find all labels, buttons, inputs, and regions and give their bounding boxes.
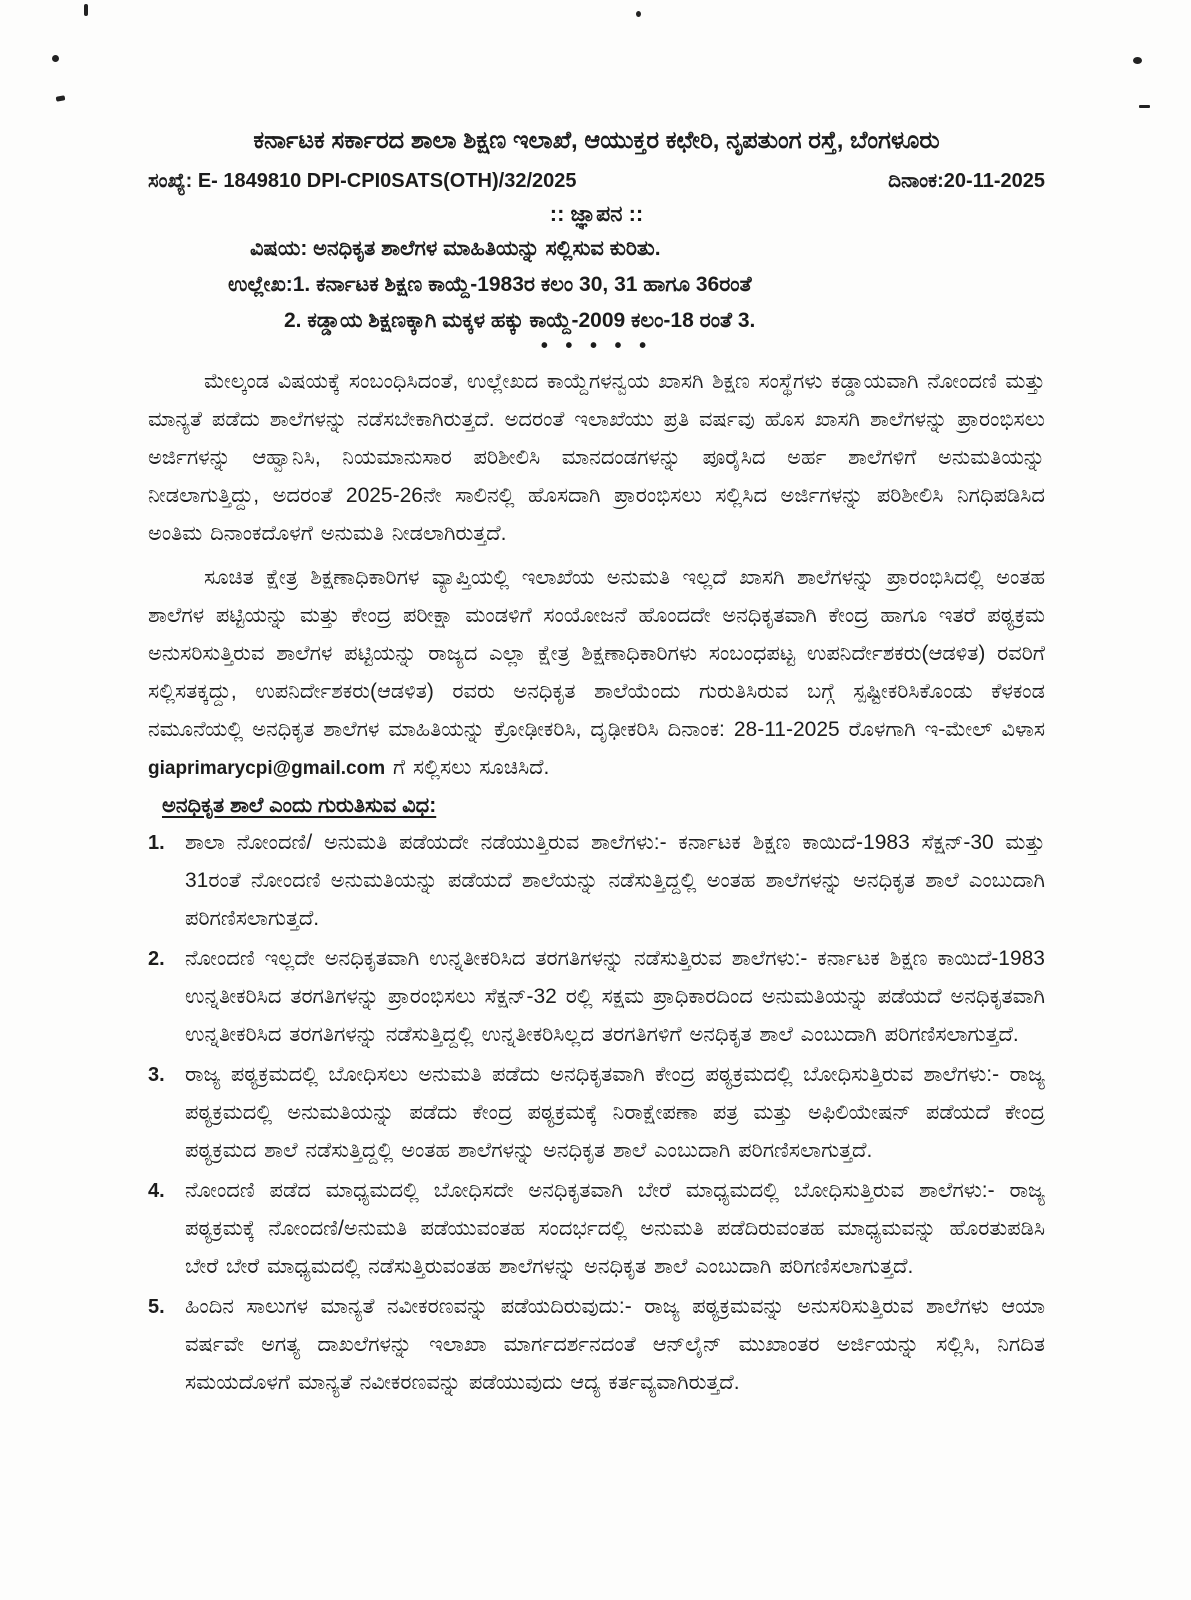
paragraph-2-text-after-email: ಗೆ ಸಲ್ಲಿಸಲು ಸೂಚಿಸಿದೆ. xyxy=(385,756,550,779)
list-item xyxy=(148,940,1045,1054)
scan-speck xyxy=(1139,105,1150,108)
dots-divider: • • • • • xyxy=(540,335,653,357)
list-item-number: 5. xyxy=(148,1296,165,1318)
memo-date: ದಿನಾಂಕ:20-11-2025 xyxy=(888,170,1045,192)
paragraph-2-text-before-email: ಸೂಚಿತ ಕ್ಷೇತ್ರ ಶಿಕ್ಷಣಾಧಿಕಾರಿಗಳ ವ್ಯಾಪ್ತಿಯಲ್ಲಿ ಇಲಾಖೆಯ ಅನುಮತಿ ಇಲ್ಲದೆ ಖಾಸಗಿ ಶಾಲೆಗಳನ್ನು ಪ್ರಾರಂಭಿಸಿದಲ್ಲಿ ಅಂತಹ ಶಾಲೆಗಳ ಪಟ್ಟಿಯನ್ನು ಮತ್ತು ಕೇಂದ್ರ ಪರೀಕ್ಷಾ ಮಂಡಳಿಗೆ ಸಂಯೋಜನೆ ಹೊಂದದೇ ಅನಧಿಕೃತವಾಗಿ ಕೇಂದ್ರ ಹಾಗೂ ಇತರೆ ಪಠ್ಯಕ್ರಮ ಅನುಸರಿಸುತ್ತಿರುವ ಶಾಲೆಗಳ ಪಟ್ಟಿಯನ್ನು ರಾಜ್ಯದ ಎಲ್ಲಾ ಕ್ಷೇತ್ರ ಶಿಕ್ಷಣಾಧಿಕಾರಿಗಳು ಸಂಬಂಧಪಟ್ಟ ಉಪನಿರ್ದೇಶಕರು(ಆಡಳಿತ) ರವರಿಗೆ ಸಲ್ಲಿಸತಕ್ಕದ್ದು, ಉಪನಿರ್ದೇಶಕರು(ಆಡಳಿತ) ರವರು ಅನಧಿಕೃತ ಶಾಲೆಯೆಂದು ಗುರುತಿಸಿರುವ ಬಗ್ಗೆ ಸ್ಪಷ್ಟೀಕರಿಸಿಕೊಂಡು ಕೆಳಕಂಡ ನಮೂನೆಯಲ್ಲಿ ಅನಧಿಕೃತ ಶಾಲೆಗಳ ಮಾಹಿತಿಯನ್ನು ಕ್ರೋಢೀಕರಿಸಿ, ದೃಢೀಕರಿಸಿ ದಿನಾಂಕ: 28-11-2025 ರೊಳಗಾಗಿ ಇ-ಮೇಲ್ ವಿಳಾಸ xyxy=(148,566,1045,741)
list-item-number: 4. xyxy=(148,1180,165,1202)
memo-heading: :: ಜ್ಞಾಪನ :: xyxy=(549,201,644,226)
criteria-list xyxy=(148,824,1045,1402)
unauthorized-school-criteria-heading: ಅನಧಿಕೃತ ಶಾಲೆ ಎಂದು ಗುರುತಿಸುವ ವಿಧ: xyxy=(162,794,437,817)
scan-speck xyxy=(52,55,59,62)
scan-speck xyxy=(636,11,641,17)
list-item-number: 2. xyxy=(148,948,165,970)
list-item-text: ರಾಜ್ಯ ಪಠ್ಯಕ್ರಮದಲ್ಲಿ ಬೋಧಿಸಲು ಅನುಮತಿ ಪಡೆದು ಅನಧಿಕೃತವಾಗಿ ಕೇಂದ್ರ ಪಠ್ಯಕ್ರಮದಲ್ಲಿ ಬೋಧಿಸುತ್ತಿರುವ ಶಾಲೆಗಳು:- ರಾಜ್ಯ ಪಠ್ಯಕ್ರಮದಲ್ಲಿ ಅನುಮತಿಯನ್ನು ಪಡೆದು ಕೇಂದ್ರ ಪಠ್ಯಕ್ರಮಕ್ಕೆ ನಿರಾಕ್ಷೇಪಣಾ ಪತ್ರ ಮತ್ತು ಅಫಿಲಿಯೇಷನ್ ಪಡೆಯದೆ ಕೇಂದ್ರ ಪಠ್ಯಕ್ರಮದ ಶಾಲೆ ನಡೆಸುತ್ತಿದ್ದಲ್ಲಿ ಅಂತಹ ಶಾಲೆಗಳನ್ನು ಅನಧಿಕೃತ ಶಾಲೆ ಎಂಬುದಾಗಿ ಪರಿಗಣಿಸಲಾಗುತ್ತದೆ. xyxy=(185,1063,1045,1162)
reference-line-2: 2. ಕಡ್ಡಾಯ ಶಿಕ್ಷಣಕ್ಕಾಗಿ ಮಕ್ಕಳ ಹಕ್ಕು ಕಾಯ್ದೆ-2009 ಕಲಂ-18 ರಂತೆ 3. xyxy=(284,309,756,332)
list-item xyxy=(148,1288,1045,1402)
body-paragraph-2 xyxy=(148,559,1045,788)
scan-speck xyxy=(84,4,88,16)
list-item-text: ನೋಂದಣಿ ಪಡೆದ ಮಾಧ್ಯಮದಲ್ಲಿ ಬೋಧಿಸದೇ ಅನಧಿಕೃತವಾಗಿ ಬೇರೆ ಮಾಧ್ಯಮದಲ್ಲಿ ಬೋಧಿಸುತ್ತಿರುವ ಶಾಲೆಗಳು:- ರಾಜ್ಯ ಪಠ್ಯಕ್ರಮಕ್ಕೆ ನೋಂದಣಿ/ಅನುಮತಿ ಪಡೆಯುವಂತಹ ಸಂದರ್ಭದಲ್ಲಿ ಅನುಮತಿ ಪಡೆದಿರುವಂತಹ ಮಾಧ್ಯಮವನ್ನು ಹೊರತುಪಡಿಸಿ ಬೇರೆ ಬೇರೆ ಮಾಧ್ಯಮದಲ್ಲಿ ನಡೆಸುತ್ತಿರುವಂತಹ ಶಾಲೆಗಳನ್ನು ಅನಧಿಕೃತ ಶಾಲೆ ಎಂಬುದಾಗಿ ಪರಿಗಣಿಸಲಾಗುತ್ತದೆ. xyxy=(185,1179,1045,1278)
subject-line: ವಿಷಯ: ಅನಧಿಕೃತ ಶಾಲೆಗಳ ಮಾಹಿತಿಯನ್ನು ಸಲ್ಲಿಸುವ ಕುರಿತು. xyxy=(250,237,661,260)
department-title: ಕರ್ನಾಟಕ ಸರ್ಕಾರದ ಶಾಲಾ ಶಿಕ್ಷಣ ಇಲಾಖೆ, ಆಯುಕ್ತರ ಕಛೇರಿ, ನೃಪತುಂಗ ರಸ್ತೆ, ಬೆಂಗಳೂರು xyxy=(253,127,940,154)
list-item xyxy=(148,824,1045,938)
reference-number: ಸಂಖ್ಯೆ: E- 1849810 DPI-CPI0SATS(OTH)/32/2025 xyxy=(148,170,577,192)
reference-number-row xyxy=(148,170,1045,193)
list-item-text: ಹಿಂದಿನ ಸಾಲುಗಳ ಮಾನ್ಯತೆ ನವೀಕರಣವನ್ನು ಪಡೆಯದಿರುವುದು:- ರಾಜ್ಯ ಪಠ್ಯಕ್ರಮವನ್ನು ಅನುಸರಿಸುತ್ತಿರುವ ಶಾಲೆಗಳು ಆಯಾ ವರ್ಷವೇ ಅಗತ್ಯ ದಾಖಲೆಗಳನ್ನು ಇಲಾಖಾ ಮಾರ್ಗದರ್ಶನದಂತೆ ಆನ್‌ಲೈನ್ ಮುಖಾಂತರ ಅರ್ಜಿಯನ್ನು ಸಲ್ಲಿಸಿ, ನಿಗದಿತ ಸಮಯದೊಳಗೆ ಮಾನ್ಯತೆ ನವೀಕರಣವನ್ನು ಪಡೆಯುವುದು ಆದ್ಯ ಕರ್ತವ್ಯವಾಗಿರುತ್ತದೆ. xyxy=(185,1295,1045,1394)
reference-line-1: ಉಲ್ಲೇಖ:1. ಕರ್ನಾಟಕ ಶಿಕ್ಷಣ ಕಾಯ್ದೆ-1983ರ ಕಲಂ 30, 31 ಹಾಗೂ 36ರಂತೆ xyxy=(228,273,752,296)
list-item-number: 1. xyxy=(148,832,165,854)
list-item-number: 3. xyxy=(148,1064,165,1086)
list-item-text: ನೋಂದಣಿ ಇಲ್ಲದೇ ಅನಧಿಕೃತವಾಗಿ ಉನ್ನತೀಕರಿಸಿದ ತರಗತಿಗಳನ್ನು ನಡೆಸುತ್ತಿರುವ ಶಾಲೆಗಳು:- ಕರ್ನಾಟಕ ಶಿಕ್ಷಣ ಕಾಯಿದೆ-1983 ಉನ್ನತೀಕರಿಸಿದ ತರಗತಿಗಳನ್ನು ಪ್ರಾರಂಭಿಸಲು ಸೆಕ್ಷನ್-32 ರಲ್ಲಿ ಸಕ್ಷಮ ಪ್ರಾಧಿಕಾರದಿಂದ ಅನುಮತಿಯನ್ನು ಪಡೆಯದೆ ಅನಧಿಕೃತವಾಗಿ ಉನ್ನತೀಕರಿಸಿದ ತರಗತಿಗಳನ್ನು ನಡೆಸುತ್ತಿದ್ದಲ್ಲಿ ಉನ್ನತೀಕರಿಸಿಲ್ಲದ ತರಗತಿಗಳಿಗೆ ಅನಧಿಕೃತ ಶಾಲೆ ಎಂಬುದಾಗಿ ಪರಿಗಣಿಸಲಾಗುತ್ತದೆ. xyxy=(185,947,1045,1046)
list-item xyxy=(148,1056,1045,1170)
list-item xyxy=(148,1172,1045,1286)
email-address: giaprimarycpi@gmail.com xyxy=(148,758,386,779)
list-item-text: ಶಾಲಾ ನೋಂದಣಿ/ ಅನುಮತಿ ಪಡೆಯದೇ ನಡೆಯುತ್ತಿರುವ ಶಾಲೆಗಳು:- ಕರ್ನಾಟಕ ಶಿಕ್ಷಣ ಕಾಯಿದೆ-1983 ಸೆಕ್ಷನ್-30 ಮತ್ತು 31ರಂತೆ ನೋಂದಣಿ ಅನುಮತಿಯನ್ನು ಪಡೆಯದೆ ಶಾಲೆಯನ್ನು ನಡೆಸುತ್ತಿದ್ದಲ್ಲಿ ಅಂತಹ ಶಾಲೆಗಳನ್ನು ಅನಧಿಕೃತ ಶಾಲೆ ಎಂಬುದಾಗಿ ಪರಿಗಣಿಸಲಾಗುತ್ತದೆ. xyxy=(185,831,1045,930)
body-paragraph-1: ಮೇಲ್ಕಂಡ ವಿಷಯಕ್ಕೆ ಸಂಬಂಧಿಸಿದಂತೆ, ಉಲ್ಲೇಖದ ಕಾಯ್ದೆಗಳನ್ವಯ ಖಾಸಗಿ ಶಿಕ್ಷಣ ಸಂಸ್ಥೆಗಳು ಕಡ್ಡಾಯವಾಗಿ ನೋಂದಣಿ ಮತ್ತು ಮಾನ್ಯತೆ ಪಡೆದು ಶಾಲೆಗಳನ್ನು ನಡೆಸಬೇಕಾಗಿರುತ್ತದೆ. ಅದರಂತೆ ಇಲಾಖೆಯು ಪ್ರತಿ ವರ್ಷವು ಹೊಸ ಖಾಸಗಿ ಶಾಲೆಗಳನ್ನು ಪ್ರಾರಂಭಿಸಲು ಅರ್ಜಿಗಳನ್ನು ಆಹ್ವಾನಿಸಿ, ನಿಯಮಾನುಸಾರ ಪರಿಶೀಲಿಸಿ ಮಾನದಂಡಗಳನ್ನು ಪೂರೈಸಿದ ಅರ್ಹ ಶಾಲೆಗಳಿಗೆ ಅನುಮತಿಯನ್ನು ನೀಡಲಾಗುತ್ತಿದ್ದು, ಅದರಂತೆ 2025-26ನೇ ಸಾಲಿನಲ್ಲಿ ಹೊಸದಾಗಿ ಪ್ರಾರಂಭಿಸಲು ಸಲ್ಲಿಸಿದ ಅರ್ಜಿಗಳನ್ನು ಪರಿಶೀಲಿಸಿ ನಿಗಧಿಪಡಿಸಿದ ಅಂತಿಮ ದಿನಾಂಕದೊಳಗೆ ಅನುಮತಿ ನೀಡಲಾಗಿರುತ್ತದೆ. xyxy=(148,370,1045,545)
scan-speck xyxy=(1133,57,1142,64)
